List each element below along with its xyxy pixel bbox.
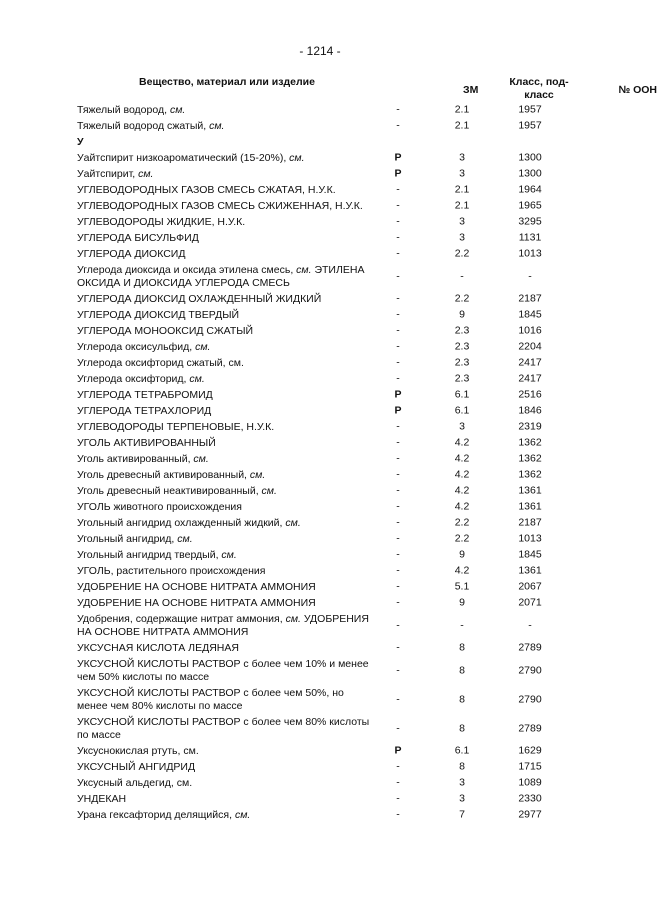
zm-cell: -: [396, 247, 400, 260]
header-class-line2: класс: [524, 89, 554, 101]
table-row: [77, 435, 560, 451]
un-number-cell: 1013: [518, 247, 542, 260]
class-cell: 4.2: [454, 484, 470, 497]
substance-name: [77, 775, 372, 791]
table-row: [77, 246, 560, 262]
substance-name: [77, 118, 372, 134]
table-row: [77, 714, 560, 743]
un-number-cell: 2330: [518, 792, 542, 805]
substance-name-text: Угольный ангидрид,: [77, 532, 178, 545]
substance-name-text: У: [77, 135, 84, 148]
un-number-cell: 2977: [518, 808, 542, 821]
substance-name-text: Удобрения, содержащие нитрат аммония,: [77, 612, 286, 625]
table-row: [77, 759, 560, 775]
class-cell: 3: [459, 215, 465, 228]
cross-reference-mark: см.: [169, 103, 186, 116]
zm-cell: -: [396, 596, 400, 609]
un-number-cell: 1089: [518, 776, 542, 789]
zm-cell: -: [396, 183, 400, 196]
substance-name: [77, 403, 372, 419]
substance-name: [77, 807, 372, 823]
zm-cell: -: [396, 324, 400, 337]
substance-name-text: УГОЛЬ АКТИВИРОВАННЫЙ: [77, 436, 216, 449]
substance-name: [77, 743, 372, 759]
substance-name: [77, 230, 372, 246]
table-row: [77, 371, 560, 387]
cross-reference-mark: см.: [289, 151, 305, 164]
class-cell: 8: [459, 722, 465, 734]
un-number-cell: 1846: [518, 404, 542, 417]
zm-cell: Р: [394, 167, 402, 180]
cross-reference-mark: см.: [285, 612, 301, 625]
substance-name: [77, 595, 372, 611]
substance-name-text: УКСУСНОЙ КИСЛОТЫ РАСТВОР с более чем 50%, но менее чем 80% кислоты по массе: [77, 686, 344, 712]
substance-name: [77, 547, 372, 563]
substance-name-text: УГЛЕРОДА ДИОКСИД ТВЕРДЫЙ: [77, 308, 240, 321]
substance-name: [77, 339, 372, 355]
header-un-number: № ООН: [618, 84, 657, 96]
class-cell: 2.3: [454, 356, 470, 369]
substance-name: [77, 166, 372, 182]
cross-reference-mark: см.: [138, 167, 154, 180]
substance-name-text: Углерода оксисульфид,: [77, 340, 196, 353]
class-cell: 6.1: [454, 388, 470, 401]
un-number-cell: 1361: [518, 564, 542, 577]
class-cell: 6.1: [454, 744, 470, 757]
class-cell: 2.1: [454, 119, 470, 132]
class-cell: 4.2: [454, 564, 470, 577]
class-cell: 3: [459, 792, 465, 805]
class-cell: 3: [459, 151, 465, 164]
substance-name-text: УДОБРЕНИЕ НА ОСНОВЕ НИТРАТА АММОНИЯ: [77, 580, 316, 593]
un-number-cell: 1361: [518, 484, 542, 497]
substance-name: [77, 563, 372, 579]
substance-name-text: Углерода оксифторид,: [77, 372, 190, 385]
un-number-cell: 3295: [518, 215, 542, 228]
table-row: [77, 214, 560, 230]
substance-name: [77, 451, 372, 467]
table-row: [77, 640, 560, 656]
class-cell: 9: [459, 596, 465, 609]
cross-reference-mark: см.: [193, 452, 209, 465]
substance-name-text: УКСУСНОЙ КИСЛОТЫ РАСТВОР с более чем 80% кислоты по массе: [77, 715, 370, 741]
zm-cell: -: [396, 760, 400, 773]
header-class-line1: Класс, под-: [509, 76, 569, 88]
table-row: [77, 419, 560, 435]
un-number-cell: 2417: [518, 356, 542, 369]
class-cell: 6.1: [454, 404, 470, 417]
zm-cell: -: [396, 548, 400, 561]
substance-name-text: Углерода диоксида и оксида этилена смесь,: [77, 263, 297, 276]
zm-cell: -: [396, 372, 400, 385]
substance-name: [77, 759, 372, 775]
class-cell: -: [460, 619, 464, 631]
header-substance: Вещество, материал или изделие: [139, 76, 315, 88]
substance-name: [77, 134, 372, 150]
zm-cell: -: [396, 580, 400, 593]
table-header: [77, 74, 657, 102]
substance-name: [77, 640, 372, 656]
table-row: [77, 387, 560, 403]
table-row: [77, 656, 560, 685]
substance-name-text: УГЛЕРОДА МОНООКСИД СЖАТЫЙ: [77, 324, 254, 337]
cross-reference-mark: см.: [189, 372, 205, 385]
un-number-cell: 2319: [518, 420, 542, 433]
zm-cell: -: [396, 792, 400, 805]
substance-name: [77, 515, 372, 531]
cross-reference-mark: см.: [285, 516, 301, 529]
zm-cell: -: [396, 722, 400, 734]
zm-cell: -: [396, 436, 400, 449]
substance-name-text: Уголь активированный,: [77, 452, 194, 465]
substance-name: [77, 483, 372, 499]
substance-name-text: Уайтспирит низкоароматический (15-20%),: [77, 151, 290, 164]
un-number-cell: 2204: [518, 340, 542, 353]
table-row: [77, 531, 560, 547]
un-number-cell: 1013: [518, 532, 542, 545]
un-number-cell: 2067: [518, 580, 542, 593]
zm-cell: -: [396, 776, 400, 789]
page-number: - 1214 -: [299, 44, 341, 58]
substance-name-text: УГЛЕРОДА ДИОКСИД: [77, 247, 186, 260]
table-row: [77, 743, 560, 759]
substance-name-text: УКСУСНЫЙ АНГИДРИД: [77, 760, 196, 773]
substance-name: [77, 467, 372, 483]
class-cell: 2.2: [454, 292, 470, 305]
substance-name: [77, 262, 372, 291]
zm-cell: Р: [394, 404, 402, 417]
table-row: [77, 775, 560, 791]
class-cell: 2.1: [454, 199, 470, 212]
substance-name-text: Уголь древесный неактивированный,: [77, 484, 262, 497]
substance-name-text: УНДЕКАН: [77, 792, 127, 805]
cross-reference-mark: см.: [221, 548, 237, 561]
class-cell: 9: [459, 548, 465, 561]
table-row: [77, 451, 560, 467]
class-cell: 4.2: [454, 468, 470, 481]
un-number-cell: -: [528, 270, 532, 282]
substance-name-text: Уксусный альдегид, см.: [77, 776, 193, 789]
un-number-cell: 1362: [518, 468, 542, 481]
un-number-cell: 2071: [518, 596, 542, 609]
substance-name-text: УГЛЕРОДА ТЕТРАХЛОРИД: [77, 404, 212, 417]
cross-reference-mark: см.: [296, 263, 312, 276]
substance-name-text: УГЛЕВОДОРОДНЫХ ГАЗОВ СМЕСЬ СЖИЖЕННАЯ, Н.У.К.: [77, 199, 363, 212]
zm-cell: -: [396, 340, 400, 353]
class-cell: 4.2: [454, 436, 470, 449]
substance-name: [77, 214, 372, 230]
table-row: [77, 563, 560, 579]
zm-cell: -: [396, 532, 400, 545]
substance-name: [77, 419, 372, 435]
class-cell: 8: [459, 760, 465, 773]
un-number-cell: 2417: [518, 372, 542, 385]
table-row: [77, 102, 560, 118]
zm-cell: -: [396, 215, 400, 228]
zm-cell: -: [396, 452, 400, 465]
cross-reference-mark: см.: [209, 119, 225, 132]
section-letter-row: [77, 134, 560, 150]
table-row: [77, 595, 560, 611]
cross-reference-mark: см.: [195, 340, 211, 353]
un-number-cell: 1300: [518, 151, 542, 164]
zm-cell: -: [396, 103, 400, 116]
table-row: [77, 807, 560, 823]
substance-name-text: УГЛЕВОДОРОДНЫХ ГАЗОВ СМЕСЬ СЖАТАЯ, Н.У.К.: [77, 183, 336, 196]
substance-name: [77, 291, 372, 307]
cross-reference-mark: см.: [177, 532, 193, 545]
table-row: [77, 611, 560, 640]
substance-name-text: УГЛЕРОДА ТЕТРАБРОМИД: [77, 388, 213, 401]
zm-cell: -: [396, 292, 400, 305]
table-row: [77, 150, 560, 166]
cross-reference-target: УДОБРЕНИЯ НА ОСНОВЕ НИТРАТА АММОНИЯ: [77, 612, 369, 638]
un-number-cell: 1957: [518, 103, 542, 116]
zm-cell: -: [396, 468, 400, 481]
zm-cell: -: [396, 664, 400, 676]
un-number-cell: 1845: [518, 308, 542, 321]
un-number-cell: 2790: [518, 693, 542, 705]
class-cell: 2.2: [454, 247, 470, 260]
substance-name-text: Угольный ангидрид твердый,: [77, 548, 222, 561]
zm-cell: Р: [394, 151, 402, 164]
class-cell: 8: [459, 641, 465, 654]
substance-name-text: УГОЛЬ, растительного происхождения: [77, 564, 266, 577]
table-row: [77, 355, 560, 371]
substance-name-text: Уайтспирит,: [77, 167, 139, 180]
un-number-cell: 1300: [518, 167, 542, 180]
table-row: [77, 515, 560, 531]
class-cell: 3: [459, 231, 465, 244]
zm-cell: -: [396, 641, 400, 654]
table-row: [77, 307, 560, 323]
class-cell: 8: [459, 664, 465, 676]
class-cell: 2.3: [454, 340, 470, 353]
substance-name: [77, 611, 372, 640]
class-cell: -: [460, 270, 464, 282]
substance-name-text: УГЛЕРОДА ДИОКСИД ОХЛАЖДЕННЫЙ ЖИДКИЙ: [77, 292, 322, 305]
zm-cell: Р: [394, 388, 402, 401]
table-row: [77, 339, 560, 355]
substance-name: [77, 323, 372, 339]
zm-cell: -: [396, 270, 400, 282]
table-row: [77, 323, 560, 339]
class-cell: 4.2: [454, 500, 470, 513]
zm-cell: Р: [394, 744, 402, 757]
substance-name-text: УДОБРЕНИЕ НА ОСНОВЕ НИТРАТА АММОНИЯ: [77, 596, 316, 609]
substance-name-text: Углерода оксифторид сжатый, см.: [77, 356, 244, 369]
class-cell: 7: [459, 808, 465, 821]
un-number-cell: 1715: [518, 760, 542, 773]
substance-name-text: Уголь древесный активированный,: [77, 468, 250, 481]
zm-cell: -: [396, 500, 400, 513]
un-number-cell: 1361: [518, 500, 542, 513]
un-number-cell: 2790: [518, 664, 542, 676]
class-cell: 2.1: [454, 183, 470, 196]
table-row: [77, 291, 560, 307]
zm-cell: -: [396, 119, 400, 132]
un-number-cell: 1957: [518, 119, 542, 132]
table-row: [77, 579, 560, 595]
cross-reference-target: ЭТИЛЕНА ОКСИДА И ДИОКСИДА УГЛЕРОДА СМЕСЬ: [77, 263, 365, 289]
class-cell: 2.1: [454, 103, 470, 116]
substance-name: [77, 150, 372, 166]
table-row: [77, 118, 560, 134]
un-number-cell: 1362: [518, 436, 542, 449]
un-number-cell: 2187: [518, 292, 542, 305]
substance-name-text: Тяжелый водород,: [77, 103, 170, 116]
zm-cell: -: [396, 231, 400, 244]
un-number-cell: -: [528, 619, 532, 631]
substance-name: [77, 714, 372, 743]
substance-table: [77, 102, 560, 823]
table-row: [77, 182, 560, 198]
substance-name: [77, 307, 372, 323]
class-cell: 5.1: [454, 580, 470, 593]
substance-name: [77, 656, 372, 685]
class-cell: 3: [459, 776, 465, 789]
table-row: [77, 685, 560, 714]
substance-name: [77, 102, 372, 118]
cross-reference-mark: см.: [234, 808, 251, 821]
table-row: [77, 547, 560, 563]
un-number-cell: 2516: [518, 388, 542, 401]
un-number-cell: 2187: [518, 516, 542, 529]
substance-name-text: УКСУСНАЯ КИСЛОТА ЛЕДЯНАЯ: [77, 641, 239, 654]
zm-cell: -: [396, 808, 400, 821]
cross-reference-mark: см.: [249, 468, 266, 481]
zm-cell: -: [396, 420, 400, 433]
un-number-cell: 1131: [518, 231, 542, 244]
substance-name-text: УГОЛЬ животного происхождения: [77, 500, 242, 513]
class-cell: 2.2: [454, 532, 470, 545]
zm-cell: -: [396, 693, 400, 705]
class-cell: 3: [459, 420, 465, 433]
zm-cell: -: [396, 356, 400, 369]
zm-cell: -: [396, 564, 400, 577]
un-number-cell: 1016: [518, 324, 542, 337]
un-number-cell: 1964: [518, 183, 542, 196]
class-cell: 2.2: [454, 516, 470, 529]
class-cell: 8: [459, 693, 465, 705]
substance-name: [77, 685, 372, 714]
table-row: [77, 166, 560, 182]
substance-name: [77, 791, 372, 807]
substance-name: [77, 198, 372, 214]
zm-cell: -: [396, 199, 400, 212]
substance-name-text: Урана гексафторид делящийся,: [77, 808, 235, 821]
un-number-cell: 2789: [518, 641, 542, 654]
un-number-cell: 1629: [518, 744, 542, 757]
substance-name: [77, 371, 372, 387]
class-cell: 3: [459, 167, 465, 180]
un-number-cell: 1362: [518, 452, 542, 465]
un-number-cell: 1965: [518, 199, 542, 212]
zm-cell: -: [396, 516, 400, 529]
table-row: [77, 499, 560, 515]
substance-name: [77, 531, 372, 547]
table-row: [77, 198, 560, 214]
substance-name-text: Тяжелый водород сжатый,: [77, 119, 210, 132]
substance-name: [77, 499, 372, 515]
table-row: [77, 230, 560, 246]
class-cell: 2.3: [454, 372, 470, 385]
un-number-cell: 1845: [518, 548, 542, 561]
table-row: [77, 467, 560, 483]
zm-cell: -: [396, 619, 400, 631]
table-row: [77, 483, 560, 499]
class-cell: 9: [459, 308, 465, 321]
substance-name: [77, 182, 372, 198]
substance-name-text: УГЛЕВОДОРОДЫ ЖИДКИЕ, Н.У.К.: [77, 215, 246, 228]
substance-name-text: УГЛЕВОДОРОДЫ ТЕРПЕНОВЫЕ, Н.У.К.: [77, 420, 275, 433]
un-number-cell: 2789: [518, 722, 542, 734]
table-row: [77, 403, 560, 419]
table-row: [77, 262, 560, 291]
substance-name: [77, 387, 372, 403]
substance-name-text: УКСУСНОЙ КИСЛОТЫ РАСТВОР с более чем 10% и менее чем 50% кислоты по массе: [77, 657, 369, 683]
cross-reference-mark: см.: [261, 484, 277, 497]
substance-name: [77, 246, 372, 262]
substance-name: [77, 435, 372, 451]
substance-name-text: УГЛЕРОДА БИСУЛЬФИД: [77, 231, 199, 244]
substance-name: [77, 355, 372, 371]
substance-name-text: Уксуснокислая ртуть, см.: [77, 744, 199, 757]
class-cell: 2.3: [454, 324, 470, 337]
table-row: [77, 791, 560, 807]
zm-cell: -: [396, 308, 400, 321]
zm-cell: -: [396, 484, 400, 497]
substance-name: [77, 579, 372, 595]
class-cell: 4.2: [454, 452, 470, 465]
header-zm: ЗМ: [463, 84, 479, 96]
substance-name-text: Угольный ангидрид охлажденный жидкий,: [77, 516, 286, 529]
